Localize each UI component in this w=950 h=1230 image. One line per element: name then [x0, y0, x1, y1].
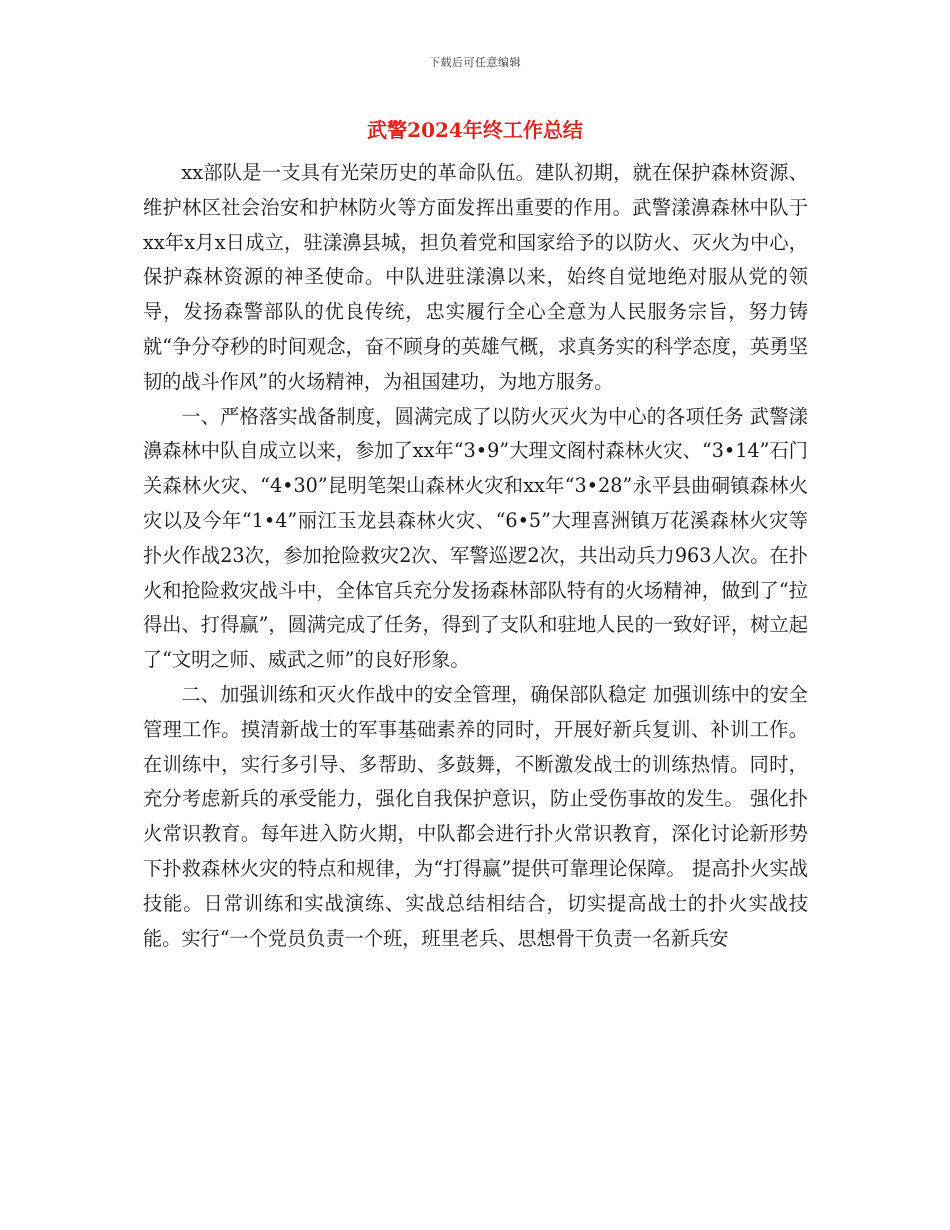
- paragraph-section-2: 二、加强训练和灭火作战中的安全管理，确保部队稳定 加强训练中的安全管理工作。摸清新战士的军事基础素养的同时，开展好新兵复训、补训工作。在训练中，实行多引导、多帮助、多鼓舞，不断激发战士的训练热情。同时，充分考虑新兵的承受能力，强化自我保护意识，防止受伤事故的发生。 强化扑火常识教育。每年进入防火期，中队都会进行扑火常识教育，深化讨论新形势下扑救森林火灾的特点和规律，为“打得赢”提供可靠理论保障。 提高扑火实战技能。日常训练和实战演练、实战总结相结合，切实提高战士的扑火实战技能。实行“一个党员负责一个班，班里老兵、思想骨干负责一名新兵安: [143, 682, 808, 950]
- paragraph-section-1: 一、严格落实战备制度，圆满完成了以防火灭火为中心的各项任务 武警漾濞森林中队自成立以来，参加了xx年“3•9”大理文阁村森林火灾、“3•14”石门关森林火灾、“4•30”昆明笔架山森林火灾和xx年“3•28”永平县曲硐镇森林火灾以及今年“1•4”丽江玉龙县森林火灾、“6•5”大理喜洲镇万花溪森林火灾等扑火作战23次，参加抢险救灾2次、军警巡逻2次，共出动兵力963人次。在扑火和抢险救灾战斗中，全体官兵充分发扬森林部队特有的火场精神，做到了“拉得出、打得赢”，圆满完成了任务，得到了支队和驻地人民的一致好评，树立起了“文明之师、威武之师”的良好形象。: [143, 404, 808, 672]
- document-body: [143, 156, 808, 956]
- paragraph-intro: xx部队是一支具有光荣历史的革命队伍。建队初期，就在保护森林资源、维护林区社会治安和护林防火等方面发挥出重要的作用。武警漾濞森林中队于xx年x月x日成立，驻漾濞县城，担负着党和国家给予的以防火、灭火为中心，保护森林资源的神圣使命。中队进驻漾濞以来，始终自觉地绝对服从党的领导，发扬森警部队的优良传统，忠实履行全心全意为人民服务宗旨，努力铸就“争分夺秒的时间观念，奋不顾身的英雄气概，求真务实的科学态度，英勇坚韧的战斗作风”的火场精神，为祖国建功，为地方服务。: [143, 161, 808, 393]
- document-title: 武警2024年终工作总结: [367, 118, 583, 142]
- header-note: 下载后可任意编辑: [429, 56, 521, 69]
